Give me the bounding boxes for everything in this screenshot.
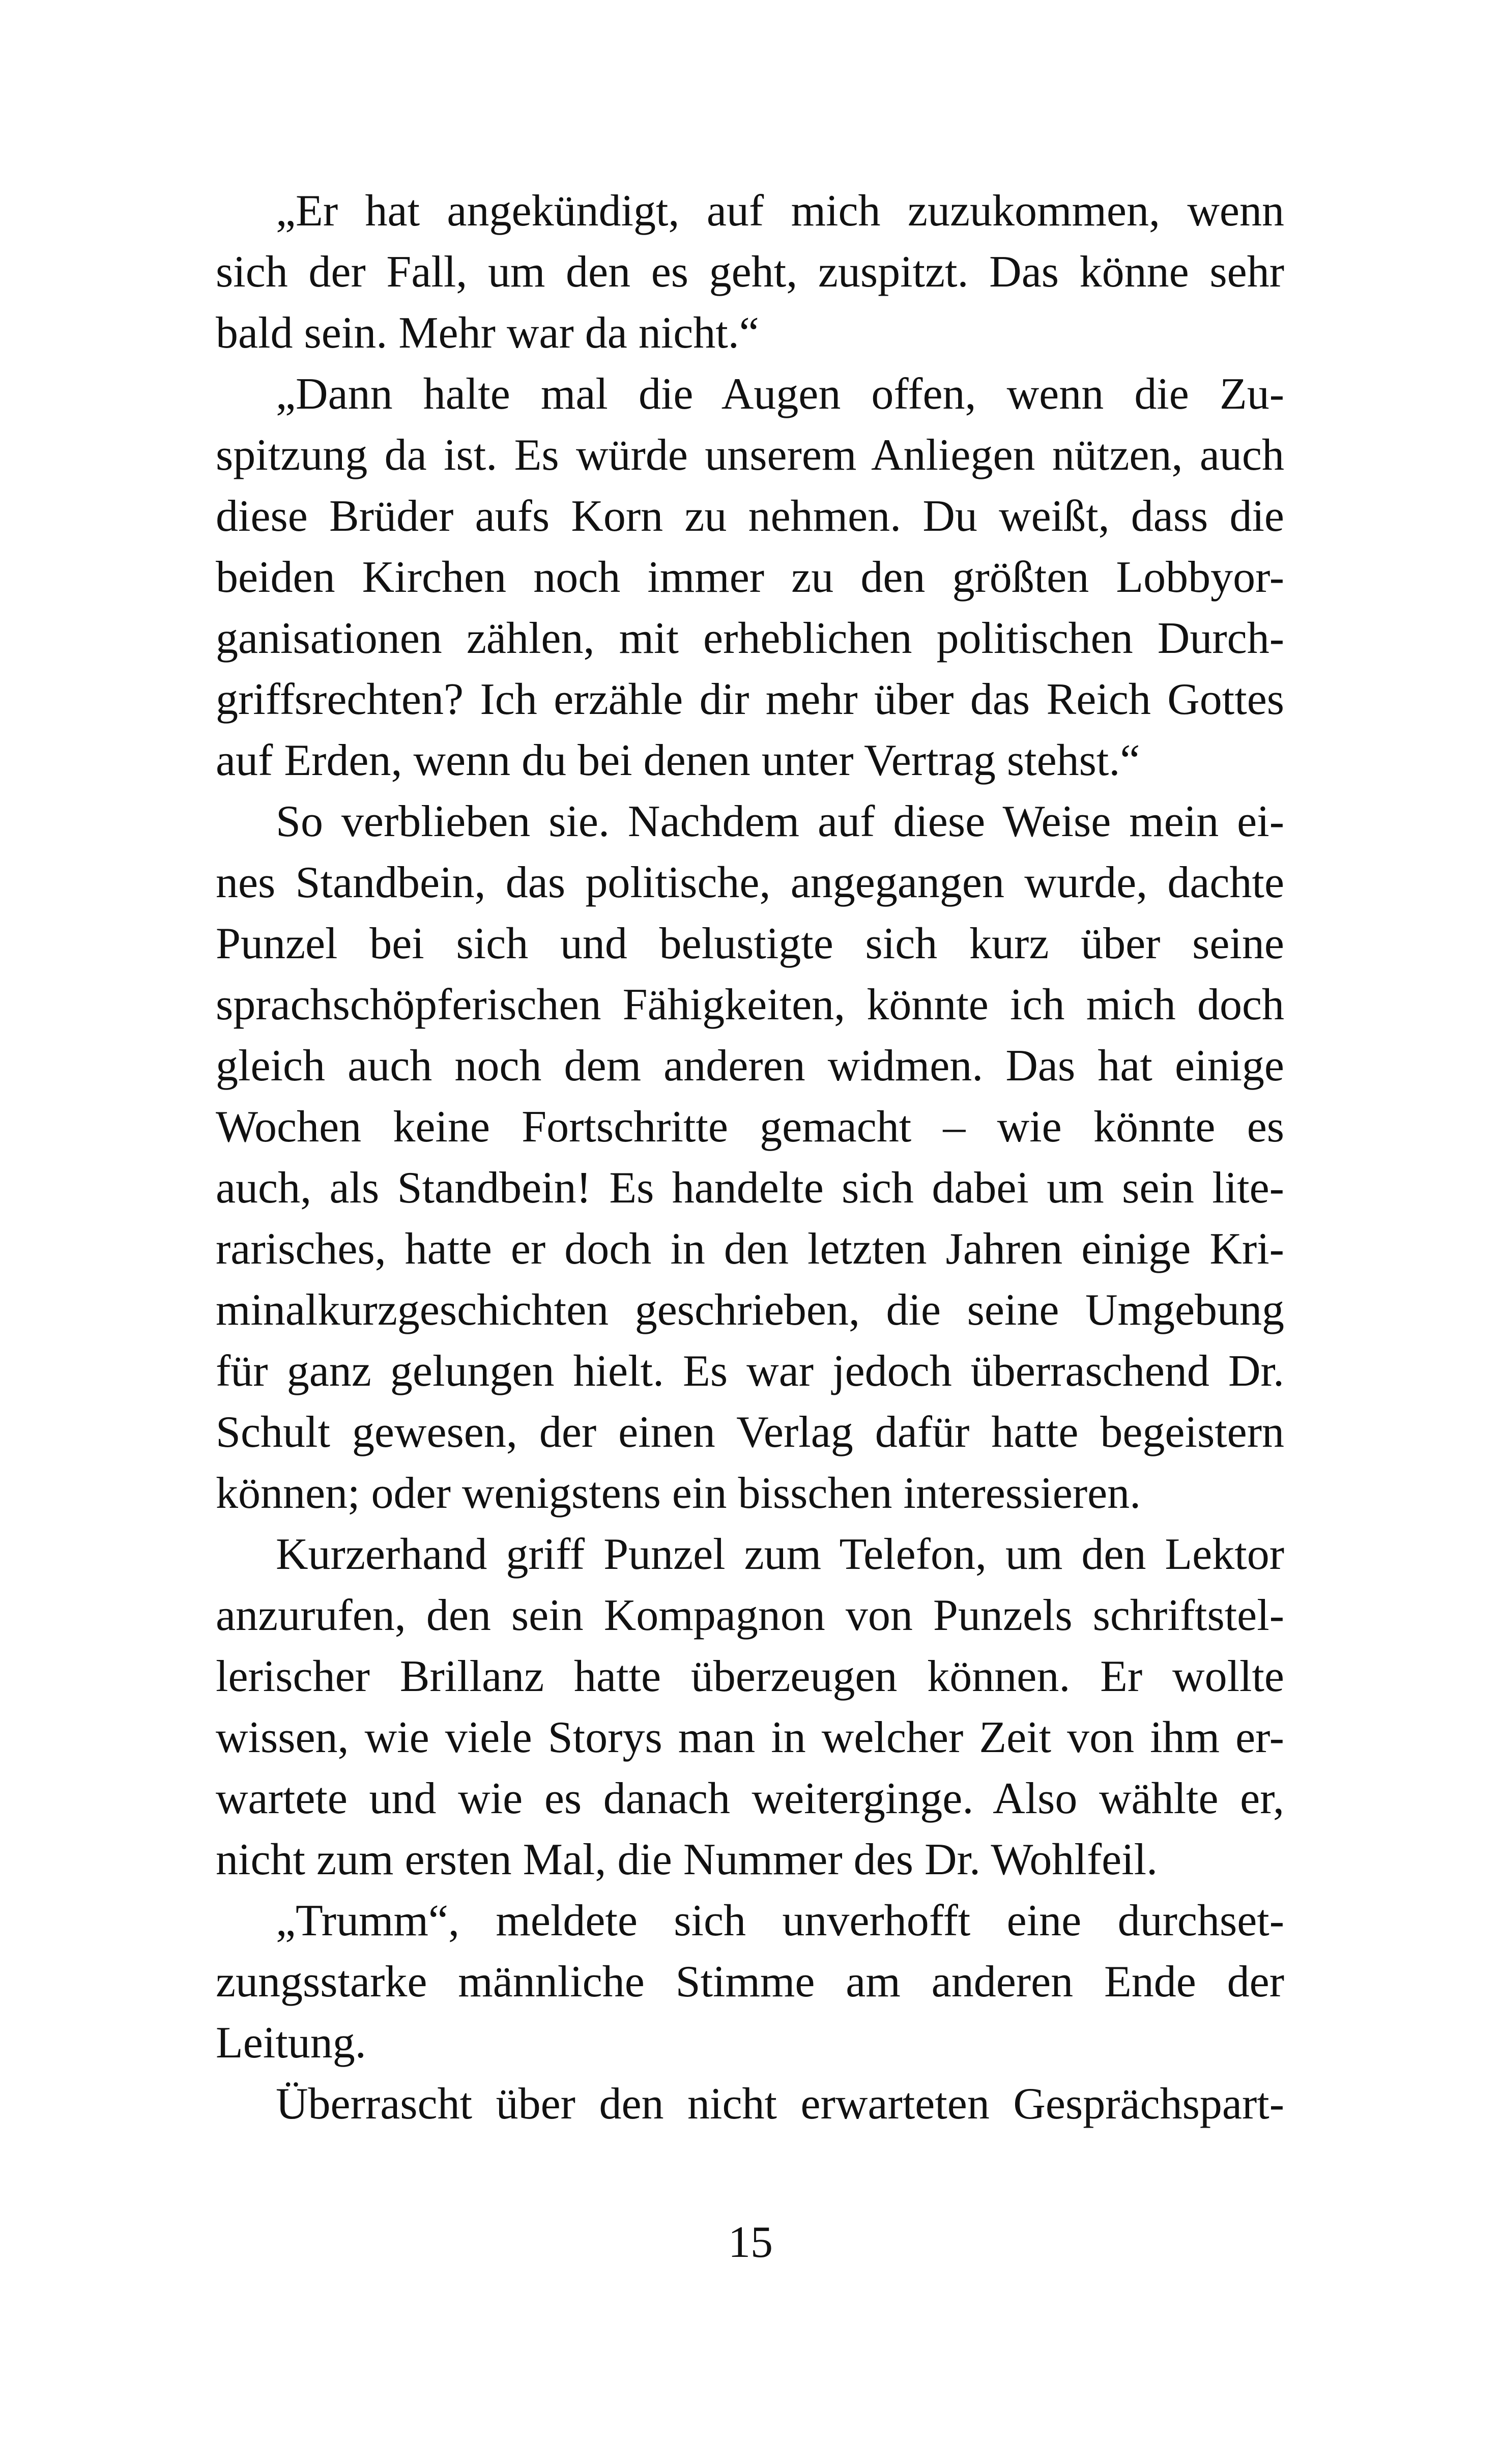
page-number: 15	[728, 2218, 773, 2267]
text-line: diese Brüder aufs Korn zu nehmen. Du weißt, dass die	[216, 492, 1284, 541]
text-line: „Er hat angekündigt, auf mich zuzukommen, wenn	[276, 186, 1284, 236]
text-line: Schult gewesen, der einen Verlag dafür hatte begeistern	[216, 1408, 1284, 1457]
text-line: Wochen keine Fortschritte gemacht – wie könnte es	[216, 1102, 1284, 1152]
text-line: lerischer Brillanz hatte überzeugen können. Er wollte	[216, 1652, 1284, 1701]
text-line: beiden Kirchen noch immer zu den größten Lobbyor-	[216, 553, 1284, 602]
text-line: sich der Fall, um den es geht, zuspitzt. Das könne sehr	[216, 247, 1284, 297]
text-line: nicht zum ersten Mal, die Nummer des Dr. Wohlfeil.	[216, 1835, 1158, 1884]
text-line: ganisationen zählen, mit erheblichen politischen Durch-	[216, 614, 1284, 663]
text-line: spitzung da ist. Es würde unserem Anliegen nützen, auch	[216, 431, 1284, 480]
text-line: nes Standbein, das politische, angegangen wurde, dachte	[216, 858, 1284, 907]
text-line: anzurufen, den sein Kompagnon von Punzels schriftstel-	[216, 1591, 1284, 1640]
text-line: „Trumm“, meldete sich unverhofft eine durchset-	[276, 1896, 1284, 1945]
text-line: Kurzerhand griff Punzel zum Telefon, um den Lektor	[276, 1530, 1284, 1579]
text-line: Überrascht über den nicht erwarteten Gesprächspart-	[276, 2079, 1284, 2129]
text-line: für ganz gelungen hielt. Es war jedoch überraschend Dr.	[216, 1346, 1284, 1396]
text-line: minalkurzgeschichten geschrieben, die seine Umgebung	[216, 1285, 1284, 1335]
text-line: „Dann halte mal die Augen offen, wenn die Zu-	[276, 369, 1284, 419]
text-line: wartete und wie es danach weiterginge. Also wählte er,	[216, 1774, 1284, 1823]
text-line: rarisches, hatte er doch in den letzten Jahren einige Kri-	[216, 1224, 1284, 1274]
text-line: zungsstarke männliche Stimme am anderen Ende der	[216, 1957, 1284, 2007]
text-line: wissen, wie viele Storys man in welcher Zeit von ihm er-	[216, 1713, 1284, 1762]
text-line: auch, als Standbein! Es handelte sich dabei um sein lite-	[216, 1163, 1284, 1213]
text-line: sprachschöpferischen Fähigkeiten, könnte ich mich doch	[216, 980, 1284, 1029]
text-line: Punzel bei sich und belustigte sich kurz über seine	[216, 919, 1284, 968]
body-text	[216, 181, 1284, 2135]
text-line: bald sein. Mehr war da nicht.“	[216, 308, 759, 358]
text-line: So verblieben sie. Nachdem auf diese Weise mein ei-	[276, 797, 1284, 846]
text-line: Leitung.	[216, 2018, 366, 2068]
text-line: auf Erden, wenn du bei denen unter Vertrag stehst.“	[216, 736, 1140, 785]
text-line: griffsrechten? Ich erzähle dir mehr über das Reich Gottes	[216, 675, 1284, 724]
text-line: können; oder wenigstens ein bisschen interessieren.	[216, 1469, 1141, 1518]
text-line: gleich auch noch dem anderen widmen. Das hat einige	[216, 1041, 1284, 1091]
